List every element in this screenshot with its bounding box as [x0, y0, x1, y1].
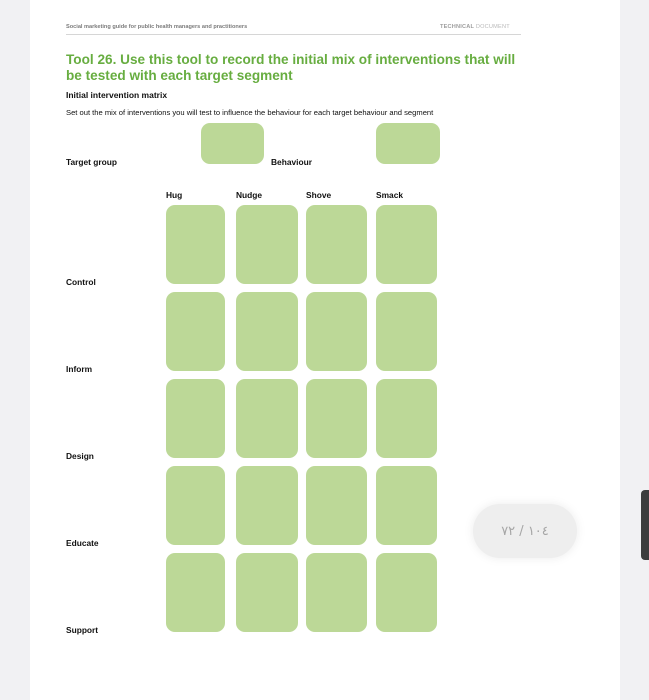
target-group-label: Target group — [66, 157, 118, 167]
row-label-inform: Inform — [66, 364, 93, 374]
matrix-cell-inform-nudge[interactable] — [236, 292, 298, 371]
matrix-cell-support-smack[interactable] — [376, 553, 437, 632]
target-group-input-box[interactable] — [201, 123, 264, 164]
matrix-cell-educate-smack[interactable] — [376, 466, 437, 545]
behaviour-label: Behaviour — [271, 157, 312, 167]
column-header-hug: Hug — [166, 190, 183, 200]
matrix-cell-control-nudge[interactable] — [236, 205, 298, 284]
row-label-educate: Educate — [66, 538, 99, 548]
matrix-cell-educate-shove[interactable] — [306, 466, 367, 545]
document-type-label — [440, 24, 510, 30]
matrix-cell-control-hug[interactable] — [166, 205, 225, 284]
matrix-cell-support-nudge[interactable] — [236, 553, 298, 632]
document-type-strong: TECHNICAL — [440, 24, 475, 30]
matrix-cell-design-smack[interactable] — [376, 379, 437, 458]
column-header-nudge: Nudge — [236, 190, 263, 200]
tool-title: Tool 26. Use this tool to record the initial mix of interventions that will be tested with each target segment — [66, 52, 516, 83]
row-label-design: Design — [66, 451, 94, 461]
matrix-cell-control-shove[interactable] — [306, 205, 367, 284]
matrix-subtitle: Initial intervention matrix — [66, 90, 168, 100]
matrix-cell-design-nudge[interactable] — [236, 379, 298, 458]
side-scroll-handle[interactable] — [641, 490, 649, 560]
matrix-cell-educate-hug[interactable] — [166, 466, 225, 545]
instruction-text: Set out the mix of interventions you will test to influence the behaviour for each target behaviour and segment — [66, 108, 434, 117]
matrix-cell-inform-smack[interactable] — [376, 292, 437, 371]
running-header: Social marketing guide for public health managers and practitioners — [66, 24, 248, 30]
document-type-light: DOCUMENT — [475, 24, 510, 30]
behaviour-input-box[interactable] — [376, 123, 440, 164]
column-header-shove: Shove — [306, 190, 332, 200]
matrix-cell-design-shove[interactable] — [306, 379, 367, 458]
column-header-smack: Smack — [376, 190, 404, 200]
matrix-cell-support-hug[interactable] — [166, 553, 225, 632]
row-label-support: Support — [66, 625, 99, 635]
matrix-cell-inform-shove[interactable] — [306, 292, 367, 371]
matrix-cell-educate-nudge[interactable] — [236, 466, 298, 545]
matrix-cell-control-smack[interactable] — [376, 205, 437, 284]
matrix-cell-design-hug[interactable] — [166, 379, 225, 458]
matrix-cell-support-shove[interactable] — [306, 553, 367, 632]
header-divider — [66, 34, 521, 35]
row-label-control: Control — [66, 277, 96, 287]
page-indicator[interactable]: ١٠٤ / ٧٢ — [473, 504, 577, 558]
matrix-cell-inform-hug[interactable] — [166, 292, 225, 371]
